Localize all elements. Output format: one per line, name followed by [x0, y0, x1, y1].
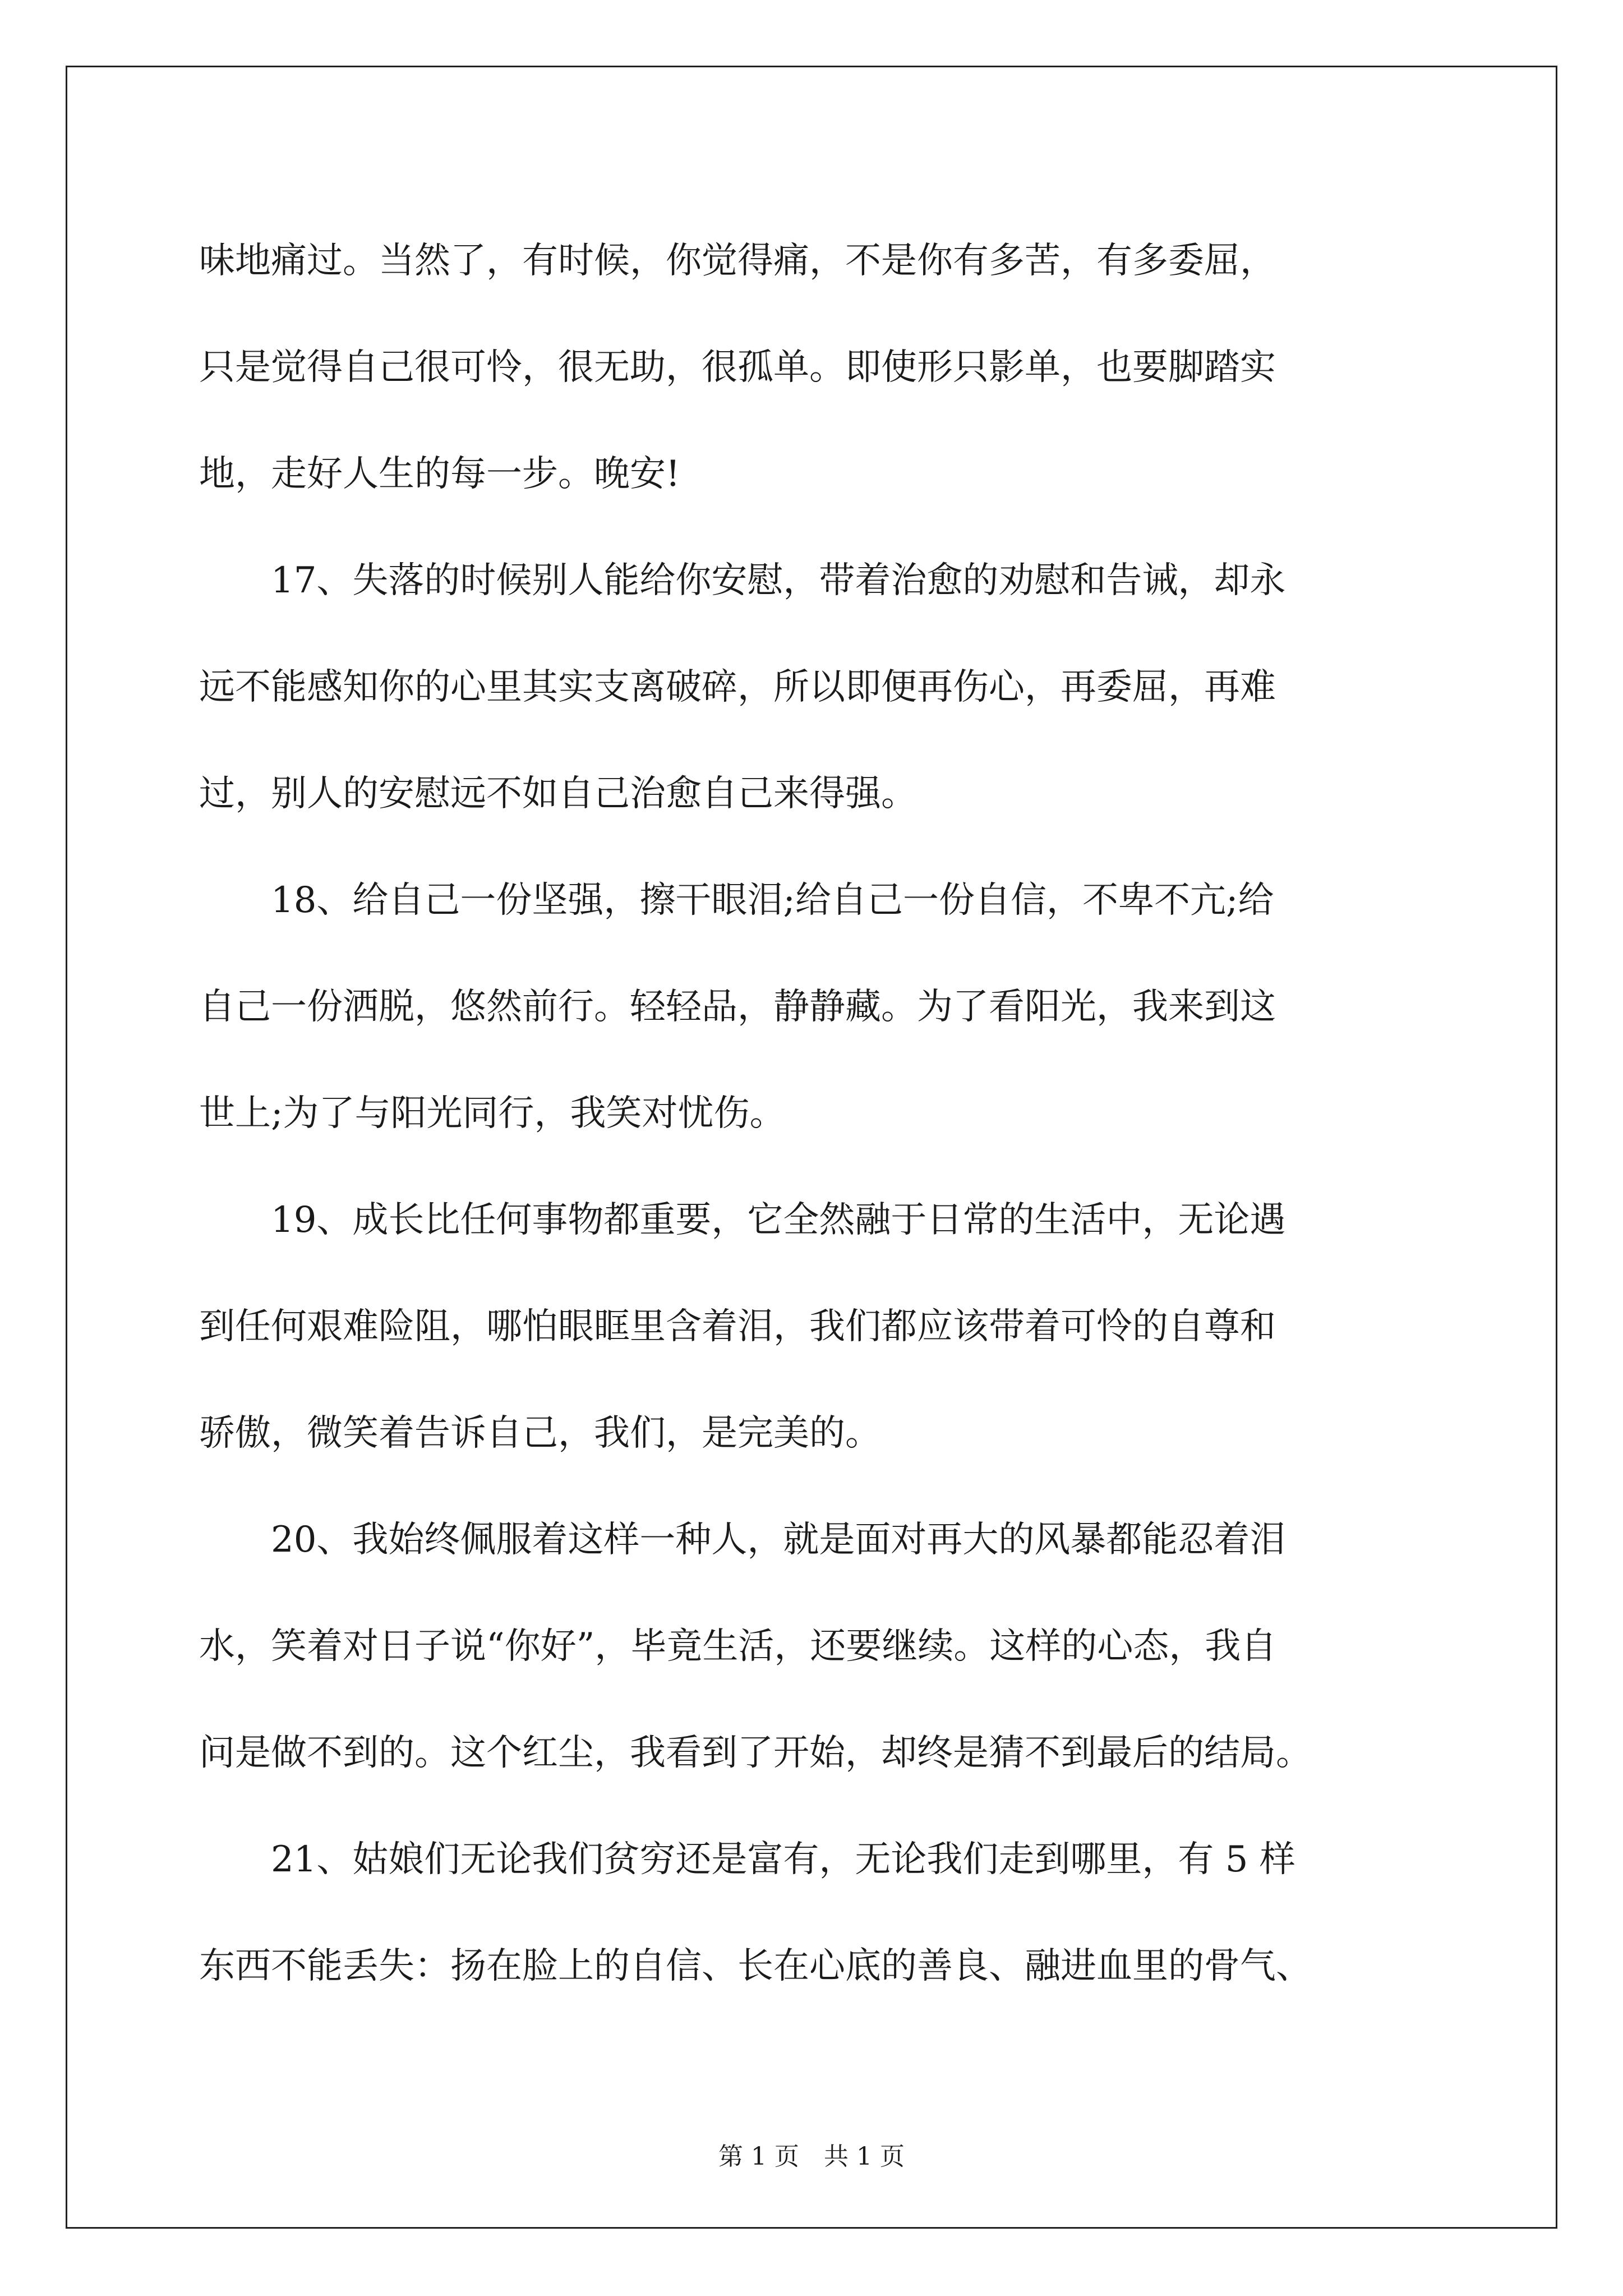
page-number-footer: 第 1 页 共 1 页 [718, 2142, 905, 2171]
text-line: 只是觉得自己很可怜，很无助，很孤单。即使形只影单，也要脚踏实 [199, 347, 1276, 388]
text-line: 远不能感知你的心里其实支离破碎，所以即便再伤心，再委屈，再难 [199, 666, 1276, 708]
text-line: 到任何艰难险阻，哪怕眼眶里含着泪，我们都应该带着可怜的自尊和 [199, 1306, 1276, 1347]
paragraph-17-line: 17、失落的时候别人能给你安慰，带着治愈的劝慰和告诫，却永 [199, 560, 1286, 601]
text-line: 世上;为了与阳光同行，我笑对忧伤。 [199, 1093, 786, 1134]
paragraph-18-line: 18、给自己一份坚强，擦干眼泪;给自己一份自信，不卑不亢;给 [199, 880, 1274, 921]
text-line: 东西不能丢失：扬在脸上的自信、长在心底的善良、融进血里的骨气、 [199, 1945, 1312, 1987]
document-body [199, 208, 1438, 2019]
paragraph-21-line: 21、姑娘们无论我们贫穷还是富有，无论我们走到哪里，有 5 样 [199, 1839, 1295, 1880]
paragraph-19-line: 19、成长比任何事物都重要，它全然融于日常的生活中，无论遇 [199, 1199, 1286, 1241]
text-line: 水，笑着对日子说“你好”，毕竟生活，还要继续。这样的心态，我自 [199, 1626, 1277, 1667]
paragraph-20-line: 20、我始终佩服着这样一种人，就是面对再大的风暴都能忍着泪 [199, 1519, 1286, 1561]
text-line: 过，别人的安慰远不如自己治愈自己来得强。 [199, 773, 917, 815]
text-line: 地，走好人生的每一步。晚安! [199, 453, 680, 495]
text-line: 味地痛过。当然了，有时候，你觉得痛，不是你有多苦，有多委屈， [199, 240, 1276, 282]
text-line: 自己一份洒脱，悠然前行。轻轻品，静静藏。为了看阳光，我来到这 [199, 986, 1276, 1028]
text-line: 骄傲，微笑着告诉自己，我们，是完美的。 [199, 1412, 881, 1454]
text-line: 问是做不到的。这个红尘，我看到了开始，却终是猜不到最后的结局。 [199, 1732, 1312, 1774]
